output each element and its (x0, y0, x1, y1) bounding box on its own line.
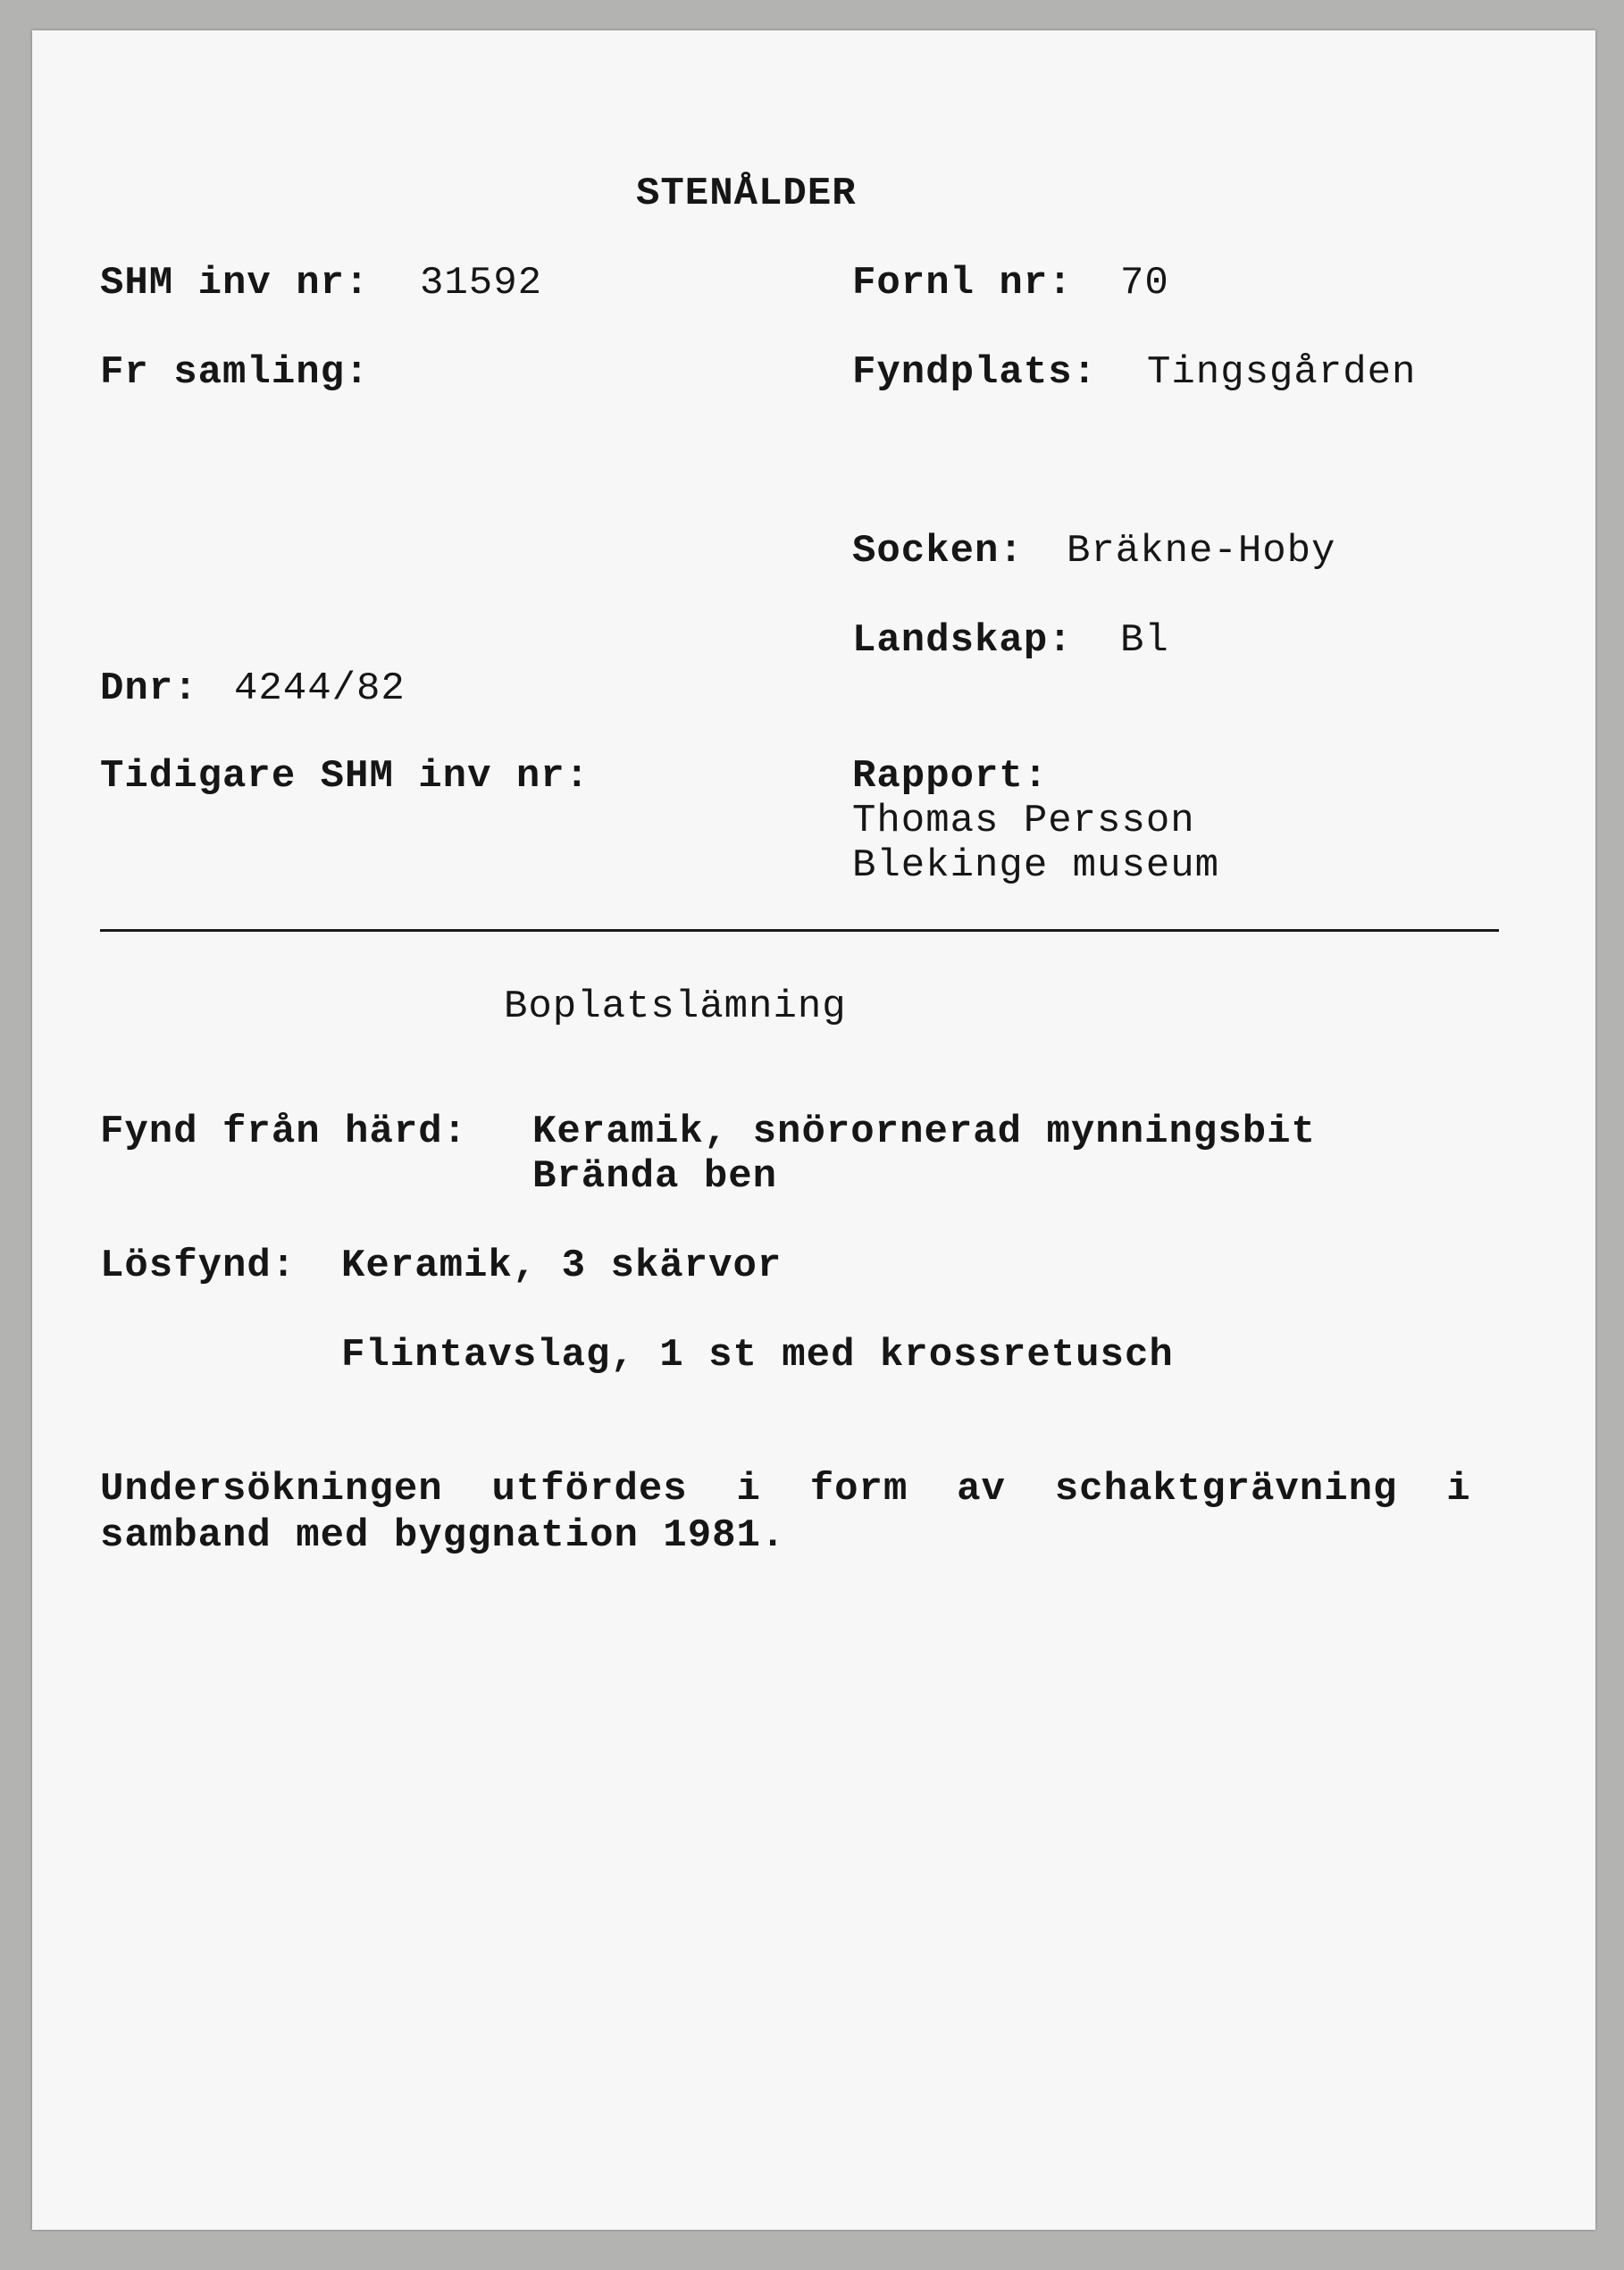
fynd-fran-hard-line-1: Keramik, snörornerad mynningsbit (532, 1110, 1316, 1154)
fyndplats-value: Tingsgården (1147, 350, 1417, 395)
losfynd-line-1: Keramik, 3 skärvor (341, 1244, 783, 1288)
fr-samling-label: Fr samling: (100, 350, 370, 395)
rapport-line-1: Thomas Persson (852, 799, 1195, 843)
shm-inv-nr-label: SHM inv nr: (100, 261, 370, 306)
socken-value: Bräkne-Hoby (1067, 529, 1336, 574)
landskap-label: Landskap: (852, 618, 1073, 663)
fynd-fran-hard-label: Fynd från härd: (100, 1110, 468, 1154)
fornl-nr-value: 70 (1120, 261, 1169, 306)
note-line-2: samband med byggnation 1981. (100, 1513, 786, 1558)
dnr-value: 4244/82 (234, 666, 406, 711)
rapport-line-2: Blekinge museum (852, 843, 1220, 888)
rapport-label: Rapport: (852, 754, 1049, 799)
landskap-value: Bl (1120, 618, 1169, 663)
fynd-fran-hard-line-2: Brända ben (532, 1154, 778, 1199)
socken-label: Socken: (852, 529, 1024, 574)
catalog-card (32, 30, 1595, 2230)
fornl-nr-label: Fornl nr: (852, 261, 1073, 306)
tidigare-shm-label: Tidigare SHM inv nr: (100, 754, 590, 799)
category-text: Boplatslämning (504, 984, 847, 1029)
shm-inv-nr-value: 31592 (420, 261, 543, 306)
losfynd-label: Lösfynd: (100, 1244, 297, 1288)
note-line-1: Undersökningen utfördes i form av schaktgrävning i (100, 1467, 1471, 1512)
section-divider (100, 929, 1499, 932)
card-heading: STENÅLDER (636, 172, 857, 216)
fyndplats-label: Fyndplats: (852, 350, 1098, 395)
dnr-label: Dnr: (100, 666, 198, 711)
losfynd-line-2: Flintavslag, 1 st med krossretusch (341, 1333, 1174, 1378)
